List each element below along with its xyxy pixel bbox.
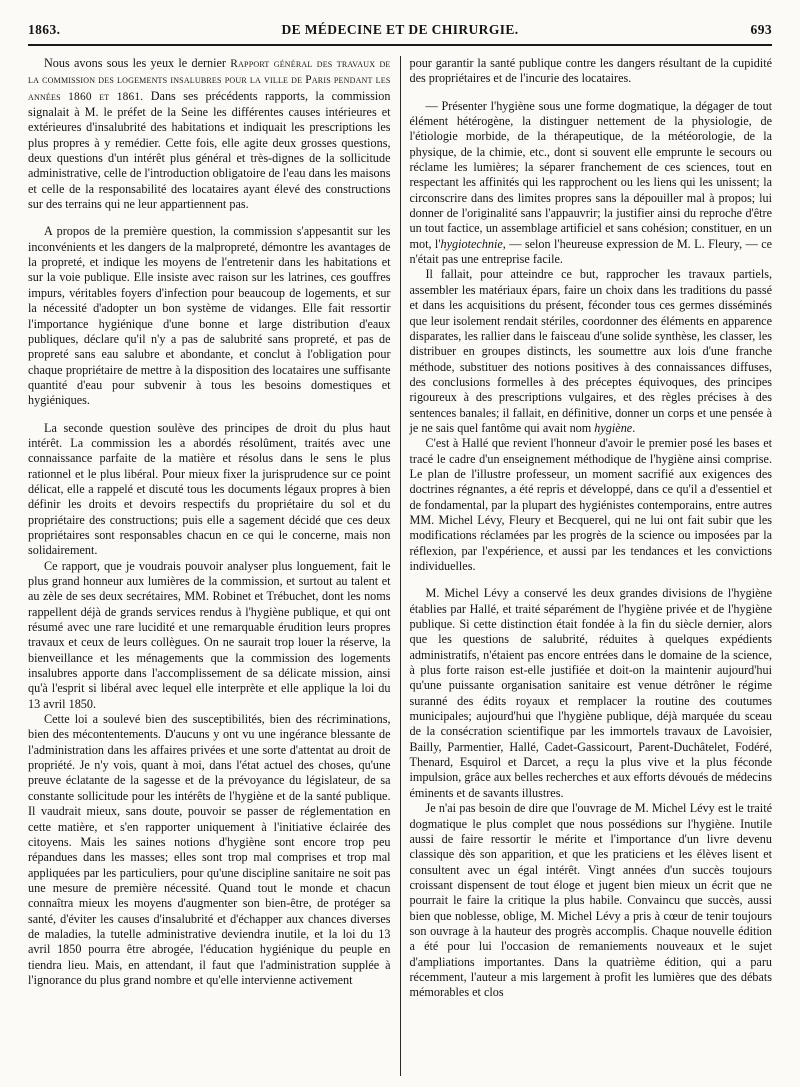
paragraph-text: . [632,420,636,435]
running-header [28,18,772,42]
paragraph [28,56,391,212]
text-columns [28,56,772,1079]
paragraph-text: Il fallait, pour atteindre ce but, rapprocher les travaux partiels, assembler les matériaux épars, faire un choix dans les traditions du passé et dans les acquisitions du présent, féconder tous ces germes disséminés que leur isolement rendait stériles, coordonner des éléments en apparence disparates, les rallier dans le faisceau d'une solide synthèse, les classer, les distribuer en groupes distincts, les soumettre aux lois d'une franche méthode, substituer des notions positives à des connaissances diffuses, des conclusions formelles à des préceptes équivoques, des principes rigoureux à des prescriptions vulgaires, et des règles précises à des sentences banales; il fallait, en définitive, donner un corps et une pensée à je ne sais quel fantôme qui avait nom [409,267,772,435]
italic-term: hygiotechnie [440,236,503,251]
paragraph: M. Michel Lévy a conservé les deux grandes divisions de l'hygiène établies par Hallé, et traité séparément de l'hygiène privée et de l'hygiène publique. Si cette distinction était fondée à la fin du siècle dernier, alors que les questions de salubrité, réduites à quelques expédients administratifs, n'étaient pas encore entrées dans le domaine de la science, à plus forte raison est-elle justifiée et doit-on la maintenir aujourd'hui qu'une puissante organisation sanitaire est venue détrôner le régime suranné des édits royaux et remplacer la routine des coutumes municipales; aujourd'hui que l'hygiène publique, déjà marquée du sceau de la consécration scientifique par les immortels travaux de Lavoisier, Bailly, Parmentier, Hallé, Cadet-Gassicourt, Parent-Duchâtelet, Fodéré, Thenard, Esquirol et Darcet, a reçu la plus vive et la plus féconde impulsion, grâce aux belles recherches et aux efforts dévoués de médecins éminents et de savants illustres. [409,586,772,800]
paragraph: C'est à Hallé que revient l'honneur d'avoir le premier posé les bases et tracé le cadre d'un enseignement méthodique de l'hygiène ainsi comprise. Le plan de l'illustre professeur, un moment sacrifié aux exigences des doctrines régnantes, a été repris et développé, dans ce qu'il a d'essentiel et de fondamental, par la plupart des hygiénistes contemporains, entre autres MM. Michel Lévy, Fleury et Becquerel, qui ne lui ont fait subir que les modifications réclamées par les progrès de la science ou imposées par la réflexion, par l'expérience, et aussi par les tendances et les convictions individuelles. [409,436,772,573]
journal-title: DE MÉDECINE ET DE CHIRURGIE. [281,22,519,37]
paragraph: La seconde question soulève des principes de droit du plus haut intérêt. La commission les a abordés résolûment, traités avec une connaissance parfaite de la matière et résolus dans le sens le plus rationnel et le plus libéral. Pour mieux fixer la jurisprudence sur ce point délicat, elle a rappelé et discuté tous les documents légaux propres à bien définir les droits et devoirs respectifs du propriétaire du sol et du propriétaire des constructions; puis elle a sagement décidé que ces deux propriétaires sont responsables chacun en ce qui le concerne, mais non solidairement. [28,420,391,558]
paragraph: A propos de la première question, la commission s'appesantit sur les inconvénients et les dangers de la malpropreté, démontre les avantages de la propreté, et indique les moyens de l'entretenir dans les habitations et sur la voie publique. Elle insiste avec raison sur les latrines, ces gouffres impurs, véritables foyers d'infection pour beaucoup de logements, et sur la nécessité d'adopter un bon système de vidanges. Elle fait ressortir l'importance hygiénique d'une bonne et large distribution d'eaux publiques, déclare qu'il n'y a pas de salubrité sans propreté, et pas de propreté sans eau salubre et abondante, et conclut à l'obligation pour chaque propriétaire de mettre à la disposition des locataires une suffisante quantité d'eau pour subvenir à tous les besoins domestiques et hygiéniques. [28,224,391,408]
paragraph-text: Dans ses précédents rapports, la commission signalait à M. le préfet de la Seine les différentes causes intérieures et extérieures d'insalubrité des habitations et indiquait les prescriptions les plus propres à y remédier. Cette fois, elle agite deux grosses questions, deux questions d'un intérêt plus général et très-dignes de la sollicitude administrative, celle de l'introduction obligatoire de l'eau dans les maisons et celle de la responsabilité des locataires ayant élevé des constructions sur des terrains qui ne leur appartiennent pas. [28,88,391,212]
left-column [28,56,397,1076]
paragraph-text: — Présenter l'hygiène sous une forme dogmatique, la dégager de tout élément hétérogène, la distinguer nettement de la physiologie, de l'étiologie morbide, de la thérapeutique, de la météorologie, de la physique, de la chimie, etc., dont si souvent elle emprunte le secours ou réclame les lumières; la séparer franchement de ces sciences, tout en respectant les affinités qui les rapprochent ou les liens qui les unissent; la circonscrire dans des limites propres sans la dépouiller mal à propos; lui donner de l'originalité sans l'appauvrir; la justifier ainsi du reproche d'être un tout factice, un assemblage artificiel et sans cohésion; constituer, en un mot, l' [409,98,772,251]
right-column [404,56,773,1076]
paragraph [410,99,773,268]
header-rule [28,44,772,46]
paragraph: Je n'ai pas besoin de dire que l'ouvrage de M. Michel Lévy est le traité dogmatique le plus complet que nous possédions sur l'hygiène. Inutile aussi de faire ressortir le mérite et l'importance d'un livre devenu classique dès son apparition, et que les praticiens et les élèves lisent et consultent avec un égal intérêt. Vingt années d'un succès toujours croissant dispensent de tout éloge et jugent bien mieux un écrit que ne pourrait le faire la critique la plus habile. Convaincu que succès, aussi bien que noblesse, oblige, M. Michel Lévy a pris à cœur de tenir toujours son ouvrage à la hauteur des progrès accomplis. Chaque nouvelle édition a été pour lui l'occasion de remaniements nouveaux et le sujet d'ampliations importantes. Dans la quatrième édition, qui a paru récemment, l'auteur a mis largement à profit les lumières que des débats mémorables et clos [409,801,772,1000]
page-number: 693 [750,22,772,37]
paragraph: pour garantir la santé publique contre les dangers résultant de la cupidité des propriétaires et de l'incurie des locataires. [409,56,772,86]
column-divider [400,56,401,1076]
italic-term: hygiène [594,420,633,435]
paragraph: Cette loi a soulevé bien des susceptibilités, bien des récriminations, bien des mécontentements. D'aucuns y ont vu une ingérance blessante de l'administration dans les affaires privées et une sorte d'attentat au droit de propriété. Je n'y vois, quant à moi, dans l'état actuel des choses, qu'une preuve éclatante de la sagesse et de la prévoyance du législateur, de sa constante sollicitude pour les intérêts de l'hygiène et de la santé publique. Il vaudrait mieux, sans doute, pouvoir se passer de réglementation en cette matière, et s'en rapporter uniquement à l'initiative éclairée des citoyens. Mais les saines notions d'hygiène sont encore trop peu répandues dans les masses; elles sont trop mal comprises et trop mal appliquées par les particuliers, pour qu'une discipline sanitaire ne soit pas une mesure de première nécessité. Quand tout le monde et chacun connaîtra mieux les moyens d'augmenter son bien-être, de protéger sa santé, d'éviter les causes d'insalubrité et d'échapper aux chances diverses de maladies, la tutelle administrative deviendra inutile, et la loi du 13 avril 1850 pourra être abrogée, l'éducation hygiénique du peuple en tiendra lieu. Mais, en attendant, il faut que l'administration supplée à l'ignorance du plus grand nombre et qu'elle intervienne activement [28,712,391,987]
paragraph [410,267,773,436]
paragraph-text: , — selon l'heureuse expression de M. L. Fleury, — ce n'était pas une entreprise facile. [409,236,772,267]
report-title: Rapport général des travaux de la commission des logements insalubres pour la ville de Paris pendant les années 1860 et 1861. [28,58,391,103]
paragraph-intro: Nous avons sous les yeux le dernier [44,56,226,70]
paragraph: Ce rapport, que je voudrais pouvoir analyser plus longuement, fait le plus grand honneur aux lumières de la commission, et surtout au talent et au zèle de ses deux secrétaires, MM. Robinet et Trébuchet, dont les noms rappellent déjà de grands services rendus à l'hygiène publique, et qui ont résumé avec une rare lucidité et une remarquable érudition leurs propres travaux et ceux de leurs collègues. On ne saurait trop louer la réserve, la bienveillance et les ménagements que la commission des logements insalubres apporte dans l'accomplissement de sa délicate mission, ainsi qu'à l'esprit si libéral avec lequel elle interprète et elle applique la loi du 13 avril 1850. [28,558,391,711]
header-year: 1863. [28,22,61,37]
